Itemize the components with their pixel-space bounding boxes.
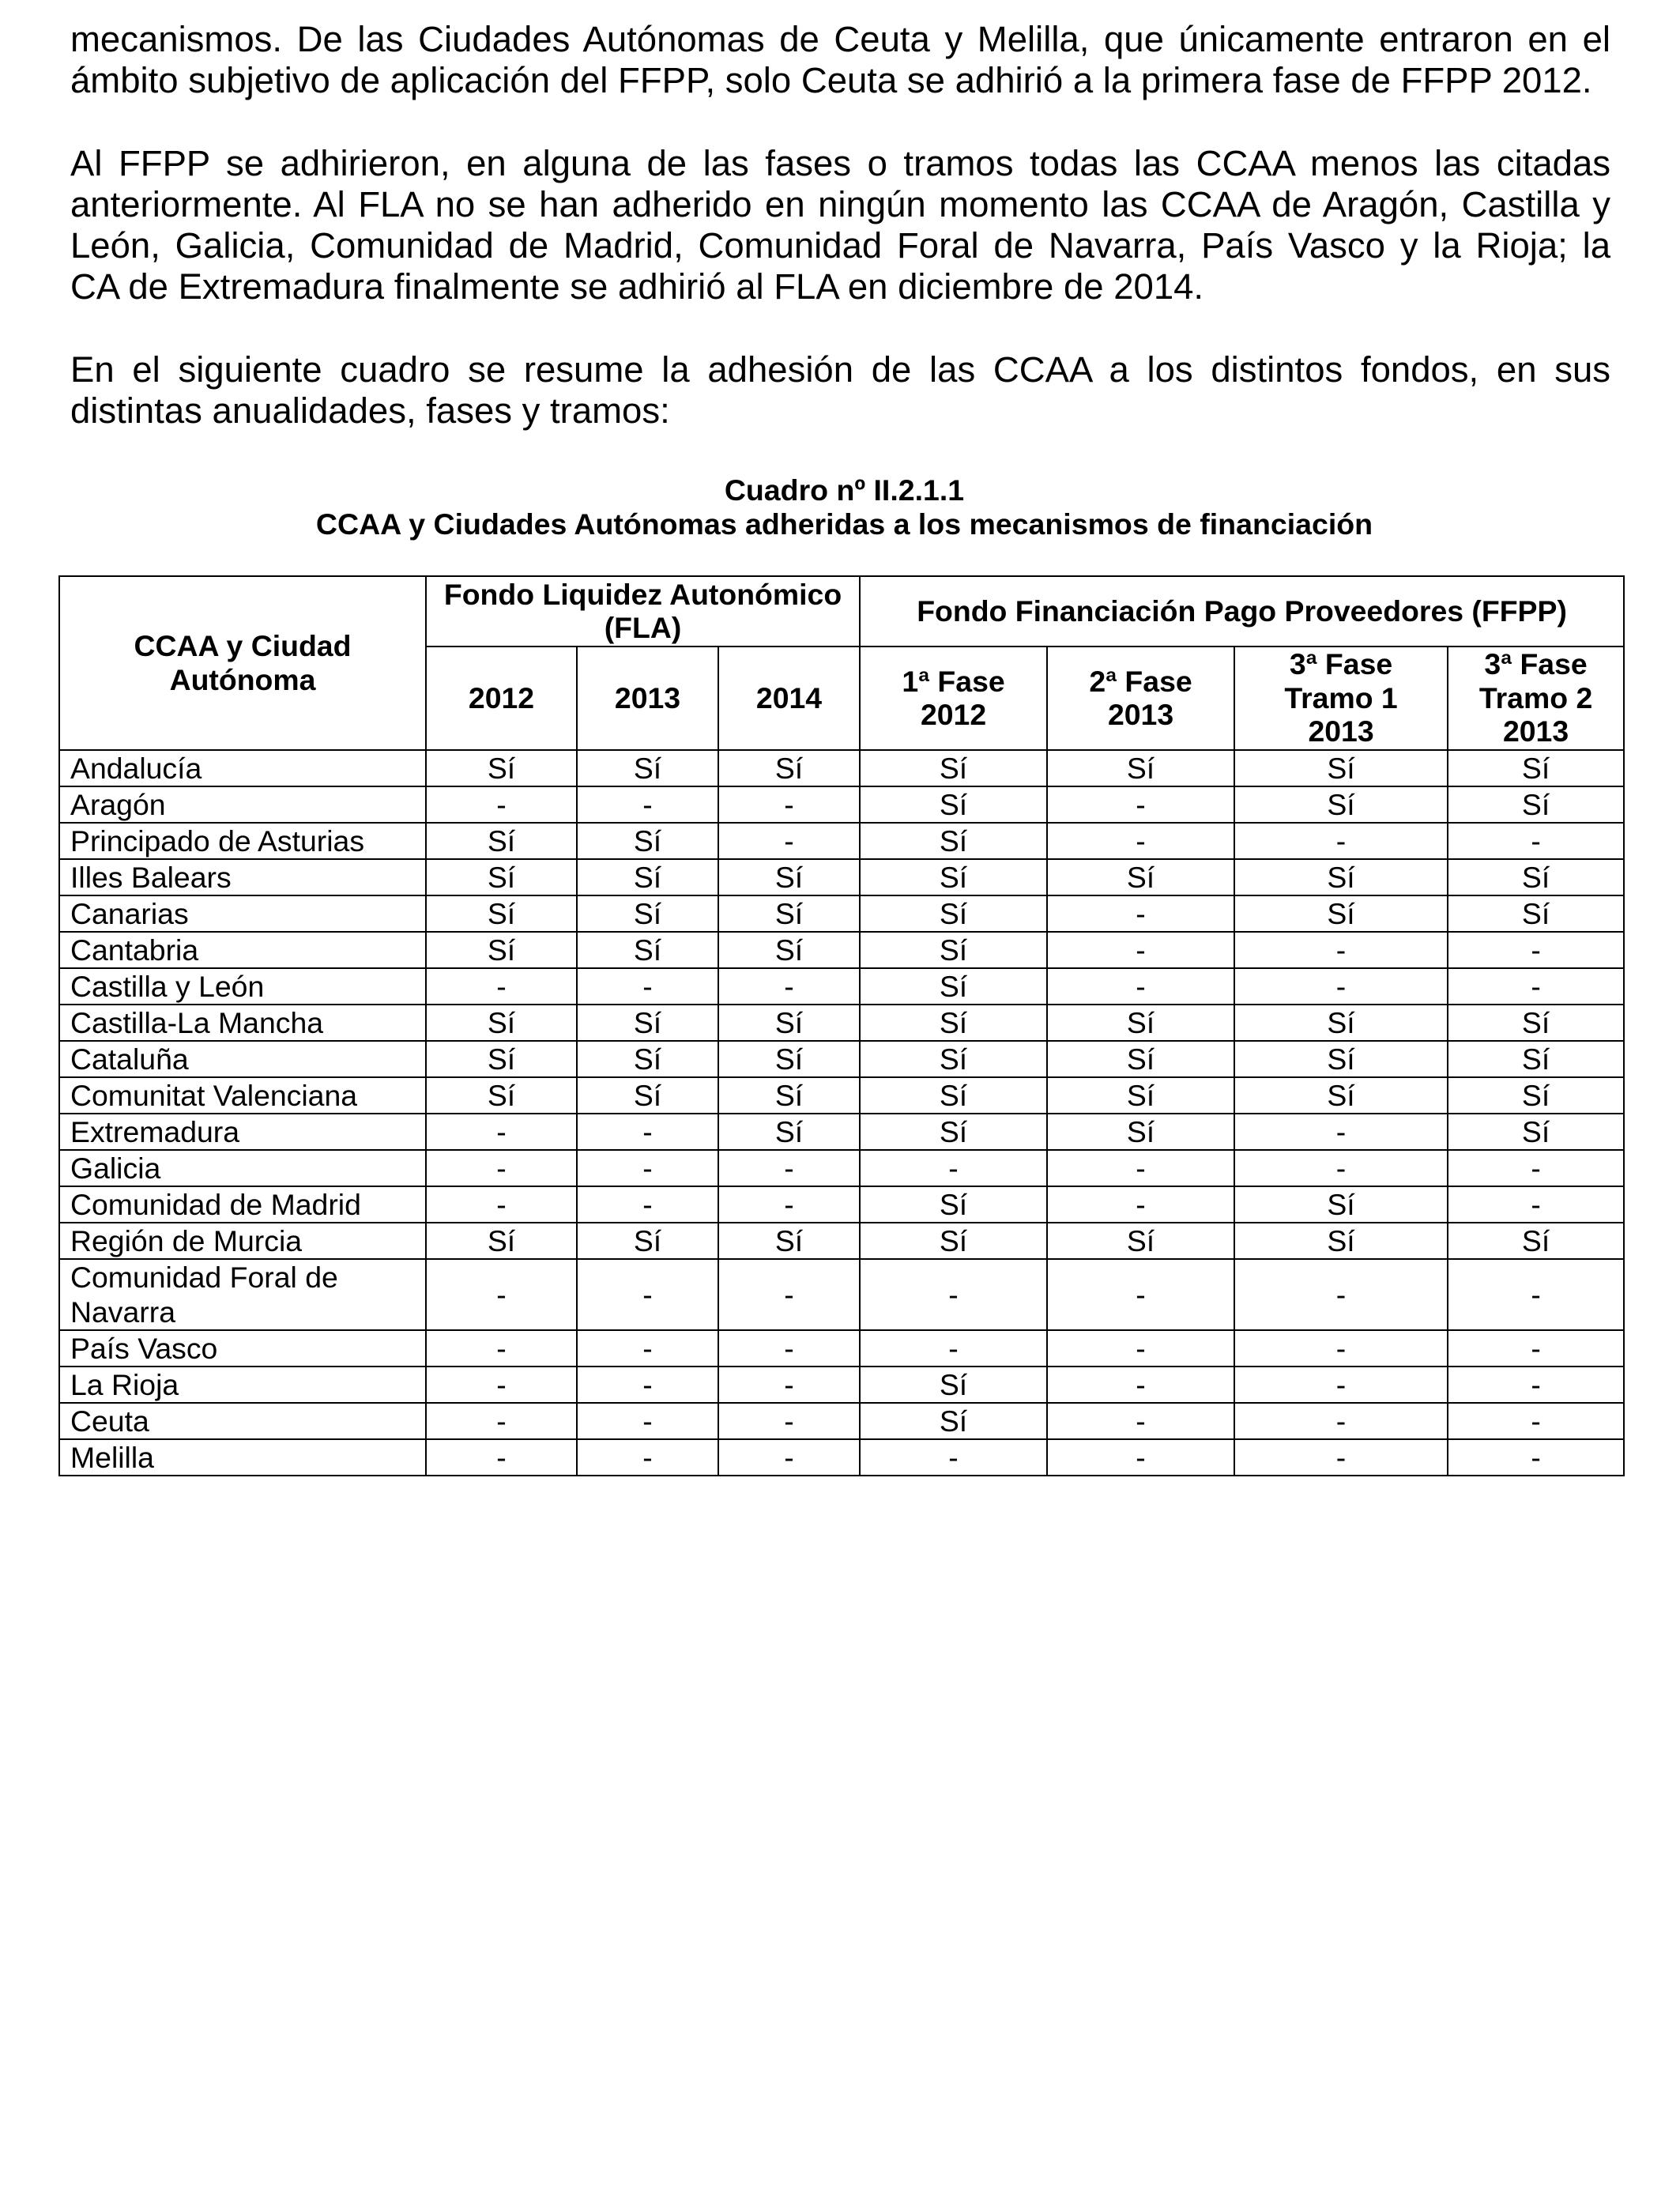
adhesion-cell: Sí <box>1047 859 1234 895</box>
adhesion-cell: Sí <box>426 823 577 859</box>
table-row <box>59 1077 1624 1114</box>
adhesion-cell: - <box>1047 1439 1234 1476</box>
adhesion-cell: Sí <box>860 1403 1047 1439</box>
adhesion-cell: Sí <box>860 1186 1047 1223</box>
adhesion-cell: - <box>860 1330 1047 1367</box>
adhesion-cell: Sí <box>1448 1005 1624 1041</box>
region-name-cell: Ceuta <box>59 1403 426 1439</box>
region-name-cell: Galicia <box>59 1150 426 1186</box>
adhesion-cell: Sí <box>1448 895 1624 932</box>
adhesion-cell: Sí <box>860 823 1047 859</box>
adhesion-cell: - <box>577 1114 718 1150</box>
adhesion-cell: Sí <box>718 1041 860 1077</box>
adhesion-cell: - <box>860 1150 1047 1186</box>
table-row <box>59 1114 1624 1150</box>
adhesion-cell: - <box>1047 786 1234 823</box>
adhesion-cell: Sí <box>1047 1114 1234 1150</box>
adhesion-cell: - <box>1234 1259 1448 1330</box>
region-name-cell: Andalucía <box>59 750 426 786</box>
adhesion-cell: Sí <box>577 750 718 786</box>
adhesion-cell: Sí <box>577 1223 718 1259</box>
table-row <box>59 1005 1624 1041</box>
adhesion-cell: - <box>577 968 718 1005</box>
adhesion-cell: - <box>1234 1403 1448 1439</box>
adhesion-cell: - <box>718 1330 860 1367</box>
adhesion-cell: - <box>426 786 577 823</box>
adhesion-cell: Sí <box>426 1077 577 1114</box>
adhesion-table <box>58 575 1625 1476</box>
adhesion-cell: - <box>718 786 860 823</box>
adhesion-cell: - <box>718 1403 860 1439</box>
table-row <box>59 1439 1624 1476</box>
adhesion-cell: - <box>1234 968 1448 1005</box>
adhesion-cell: - <box>426 1186 577 1223</box>
adhesion-cell: - <box>1448 1259 1624 1330</box>
paragraph-line: mecanismos. De las Ciudades Autónomas de Ceuta y Melilla, que únicamente entraron en el <box>70 19 1610 59</box>
adhesion-cell: Sí <box>718 859 860 895</box>
table-row <box>59 1367 1624 1403</box>
adhesion-cell: - <box>718 1186 860 1223</box>
adhesion-cell: - <box>577 786 718 823</box>
adhesion-cell: Sí <box>860 895 1047 932</box>
header-line: CCAA y Ciudad <box>134 629 352 663</box>
adhesion-cell: Sí <box>577 1077 718 1114</box>
header-line: 1ª Fase <box>902 664 1005 698</box>
adhesion-cell: - <box>426 1403 577 1439</box>
paragraph-line: En el siguiente cuadro se resume la adhesión de las CCAA a los distintos fondos, en sus <box>70 349 1610 390</box>
adhesion-cell: - <box>1448 968 1624 1005</box>
adhesion-cell: - <box>1234 1114 1448 1150</box>
table-caption <box>74 473 1614 541</box>
adhesion-cell: - <box>1448 823 1624 859</box>
adhesion-cell: - <box>577 1186 718 1223</box>
adhesion-cell: - <box>426 1150 577 1186</box>
adhesion-cell: Sí <box>860 1223 1047 1259</box>
adhesion-cell: Sí <box>1234 1186 1448 1223</box>
adhesion-cell: Sí <box>1047 1077 1234 1114</box>
header-ffpp-fase2-2013 <box>1047 647 1234 750</box>
header-line: 2014 <box>755 680 823 714</box>
adhesion-cell: - <box>1047 1186 1234 1223</box>
header-line: 2013 <box>1107 698 1174 732</box>
table-row <box>59 1186 1624 1223</box>
adhesion-cell: - <box>718 1150 860 1186</box>
adhesion-cell: Sí <box>1234 1041 1448 1077</box>
adhesion-cell: - <box>718 968 860 1005</box>
header-ffpp-fase3-tramo2-2013 <box>1448 647 1624 750</box>
table-row <box>59 895 1624 932</box>
region-name-cell: Aragón <box>59 786 426 823</box>
region-name-cell: Cantabria <box>59 932 426 968</box>
region-name-cell: La Rioja <box>59 1367 426 1403</box>
table-row <box>59 750 1624 786</box>
adhesion-cell: Sí <box>1448 859 1624 895</box>
adhesion-cell: - <box>577 1403 718 1439</box>
paragraph-line: Al FFPP se adhirieron, en alguna de las fases o tramos todas las CCAA menos las citadas <box>70 142 1610 183</box>
adhesion-cell: Sí <box>426 895 577 932</box>
adhesion-cell: - <box>1234 1439 1448 1476</box>
adhesion-cell: - <box>426 1259 577 1330</box>
body-text <box>70 19 1610 473</box>
header-line: 2013 <box>1502 714 1569 748</box>
region-name-cell: País Vasco <box>59 1330 426 1367</box>
adhesion-cell: - <box>860 1259 1047 1330</box>
table-row <box>59 968 1624 1005</box>
adhesion-cell: Sí <box>1448 1041 1624 1077</box>
adhesion-cell: - <box>1448 1403 1624 1439</box>
header-fla-2012 <box>426 647 577 750</box>
adhesion-cell: Sí <box>577 1041 718 1077</box>
region-name-cell: Comunitat Valenciana <box>59 1077 426 1114</box>
adhesion-cell: Sí <box>1047 750 1234 786</box>
adhesion-cell: - <box>1448 932 1624 968</box>
adhesion-cell: - <box>1047 1259 1234 1330</box>
adhesion-cell: Sí <box>860 1077 1047 1114</box>
paragraph-line: anteriormente. Al FLA no se han adherido en ningún momento las CCAA de Aragón, Castilla y <box>70 183 1610 224</box>
adhesion-cell: Sí <box>860 750 1047 786</box>
adhesion-cell: Sí <box>718 1005 860 1041</box>
paragraph-line: distintas anualidades, fases y tramos: <box>70 390 670 431</box>
adhesion-cell: - <box>718 1259 860 1330</box>
adhesion-cell: - <box>1047 1150 1234 1186</box>
adhesion-cell: Sí <box>718 895 860 932</box>
region-name-cell: Extremadura <box>59 1114 426 1150</box>
adhesion-cell: Sí <box>860 1041 1047 1077</box>
table-row <box>59 823 1624 859</box>
adhesion-cell: - <box>1448 1150 1624 1186</box>
table-row <box>59 786 1624 823</box>
header-fla-2013 <box>577 647 718 750</box>
region-name-cell: Comunidad de Madrid <box>59 1186 426 1223</box>
header-ffpp-group <box>860 576 1624 647</box>
adhesion-cell: Sí <box>1234 750 1448 786</box>
adhesion-cell: Sí <box>426 1041 577 1077</box>
adhesion-cell: Sí <box>1234 895 1448 932</box>
paragraph-line: CA de Extremadura finalmente se adhirió al FLA en diciembre de 2014. <box>70 266 1204 307</box>
adhesion-cell: Sí <box>1234 1223 1448 1259</box>
paragraph-3 <box>70 349 1610 432</box>
header-line: 2013 <box>614 680 681 714</box>
adhesion-cell: Sí <box>860 1367 1047 1403</box>
adhesion-cell: Sí <box>1047 1041 1234 1077</box>
adhesion-cell: - <box>1448 1330 1624 1367</box>
adhesion-cell: - <box>1047 1403 1234 1439</box>
header-line: Tramo 1 <box>1284 680 1398 714</box>
table-row <box>59 1403 1624 1439</box>
adhesion-cell: - <box>426 968 577 1005</box>
region-name-cell: Castilla y León <box>59 968 426 1005</box>
header-line: 2012 <box>920 698 987 732</box>
adhesion-cell: Sí <box>577 932 718 968</box>
header-line: 2013 <box>1308 714 1374 748</box>
region-name-cell: Principado de Asturias <box>59 823 426 859</box>
adhesion-cell: - <box>1448 1439 1624 1476</box>
region-name-cell: Illes Balears <box>59 859 426 895</box>
adhesion-cell: Sí <box>718 1223 860 1259</box>
adhesion-cell: - <box>1234 932 1448 968</box>
adhesion-cell: Sí <box>1448 750 1624 786</box>
region-name-cell: Castilla-La Mancha <box>59 1005 426 1041</box>
adhesion-cell: - <box>1234 1330 1448 1367</box>
header-line: Fondo Financiación Pago Proveedores (FFPP) <box>917 594 1567 628</box>
adhesion-cell: Sí <box>1234 1005 1448 1041</box>
adhesion-cell: Sí <box>1448 786 1624 823</box>
adhesion-cell: - <box>426 1330 577 1367</box>
paragraph-line: León, Galicia, Comunidad de Madrid, Comunidad Foral de Navarra, País Vasco y la Rioja; la <box>70 225 1610 266</box>
adhesion-cell: - <box>1047 1367 1234 1403</box>
adhesion-cell: - <box>577 1259 718 1330</box>
adhesion-cell: Sí <box>1047 1005 1234 1041</box>
adhesion-cell: Sí <box>577 1005 718 1041</box>
adhesion-cell: Sí <box>860 1114 1047 1150</box>
region-name-cell: Cataluña <box>59 1041 426 1077</box>
adhesion-cell: Sí <box>1234 1077 1448 1114</box>
adhesion-cell: Sí <box>1234 859 1448 895</box>
adhesion-cell: - <box>1448 1367 1624 1403</box>
adhesion-cell: - <box>1047 932 1234 968</box>
adhesion-cell: Sí <box>860 859 1047 895</box>
paragraph-2 <box>70 143 1610 308</box>
header-line: Fondo Liquidez Autonómico <box>443 577 842 611</box>
table-row <box>59 1041 1624 1077</box>
header-ffpp-fase1-2012 <box>860 647 1047 750</box>
adhesion-cell: - <box>577 1367 718 1403</box>
adhesion-cell: - <box>718 1367 860 1403</box>
table-row <box>59 859 1624 895</box>
region-name-cell: Región de Murcia <box>59 1223 426 1259</box>
adhesion-cell: Sí <box>718 1114 860 1150</box>
table-title: CCAA y Ciudades Autónomas adheridas a los mecanismos de financiación <box>315 507 1373 541</box>
adhesion-cell: - <box>1234 823 1448 859</box>
adhesion-cell: Sí <box>860 932 1047 968</box>
adhesion-cell: - <box>718 823 860 859</box>
header-line: Autónoma <box>169 662 316 696</box>
adhesion-cell: Sí <box>860 968 1047 1005</box>
adhesion-cell: Sí <box>426 750 577 786</box>
adhesion-cell: Sí <box>718 932 860 968</box>
header-line: 2012 <box>468 680 535 714</box>
adhesion-cell: - <box>577 1330 718 1367</box>
header-fla-2014 <box>718 647 860 750</box>
table-row <box>59 1223 1624 1259</box>
region-name-cell: Melilla <box>59 1439 426 1476</box>
table-number: Cuadro nº II.2.1.1 <box>724 473 965 507</box>
header-row-groups <box>59 576 1624 647</box>
adhesion-cell: Sí <box>1448 1077 1624 1114</box>
header-line: 2ª Fase <box>1089 664 1192 698</box>
adhesion-cell: Sí <box>718 1077 860 1114</box>
adhesion-cell: Sí <box>577 859 718 895</box>
adhesion-cell: - <box>1047 968 1234 1005</box>
adhesion-cell: - <box>1047 1330 1234 1367</box>
adhesion-cell: - <box>426 1367 577 1403</box>
adhesion-cell: - <box>577 1150 718 1186</box>
adhesion-cell: - <box>1047 823 1234 859</box>
adhesion-cell: - <box>577 1439 718 1476</box>
adhesion-cell: Sí <box>577 895 718 932</box>
region-name-cell: Comunidad Foral de Navarra <box>59 1259 426 1330</box>
adhesion-cell: Sí <box>718 750 860 786</box>
table-row <box>59 1330 1624 1367</box>
adhesion-cell: - <box>426 1114 577 1150</box>
header-line: 3ª Fase <box>1484 647 1588 681</box>
header-ffpp-fase3-tramo1-2013 <box>1234 647 1448 750</box>
header-region <box>59 576 426 750</box>
adhesion-cell: Sí <box>426 1223 577 1259</box>
header-line: (FLA) <box>604 611 682 645</box>
table-row <box>59 1150 1624 1186</box>
header-line: Tramo 2 <box>1478 680 1593 714</box>
table-row <box>59 932 1624 968</box>
adhesion-cell: - <box>1448 1186 1624 1223</box>
adhesion-cell: Sí <box>860 786 1047 823</box>
header-fla-group <box>426 576 860 647</box>
adhesion-cell: Sí <box>1448 1223 1624 1259</box>
table-row <box>59 1259 1624 1330</box>
adhesion-cell: - <box>426 1439 577 1476</box>
adhesion-cell: Sí <box>426 859 577 895</box>
adhesion-cell: Sí <box>577 823 718 859</box>
region-name-cell: Canarias <box>59 895 426 932</box>
paragraph-line: ámbito subjetivo de aplicación del FFPP, solo Ceuta se adhirió a la primera fase de FFPP 2012. <box>70 60 1592 101</box>
paragraph-1 <box>70 19 1610 101</box>
adhesion-cell: Sí <box>860 1005 1047 1041</box>
adhesion-cell: Sí <box>1448 1114 1624 1150</box>
adhesion-cell: Sí <box>426 932 577 968</box>
adhesion-cell: Sí <box>426 1005 577 1041</box>
adhesion-cell: Sí <box>1047 1223 1234 1259</box>
header-line: 3ª Fase <box>1289 647 1393 681</box>
table-body <box>59 750 1624 1476</box>
adhesion-cell: - <box>1047 895 1234 932</box>
adhesion-cell: - <box>1234 1150 1448 1186</box>
adhesion-cell: Sí <box>1234 786 1448 823</box>
adhesion-cell: - <box>718 1439 860 1476</box>
adhesion-cell: - <box>860 1439 1047 1476</box>
adhesion-cell: - <box>1234 1367 1448 1403</box>
